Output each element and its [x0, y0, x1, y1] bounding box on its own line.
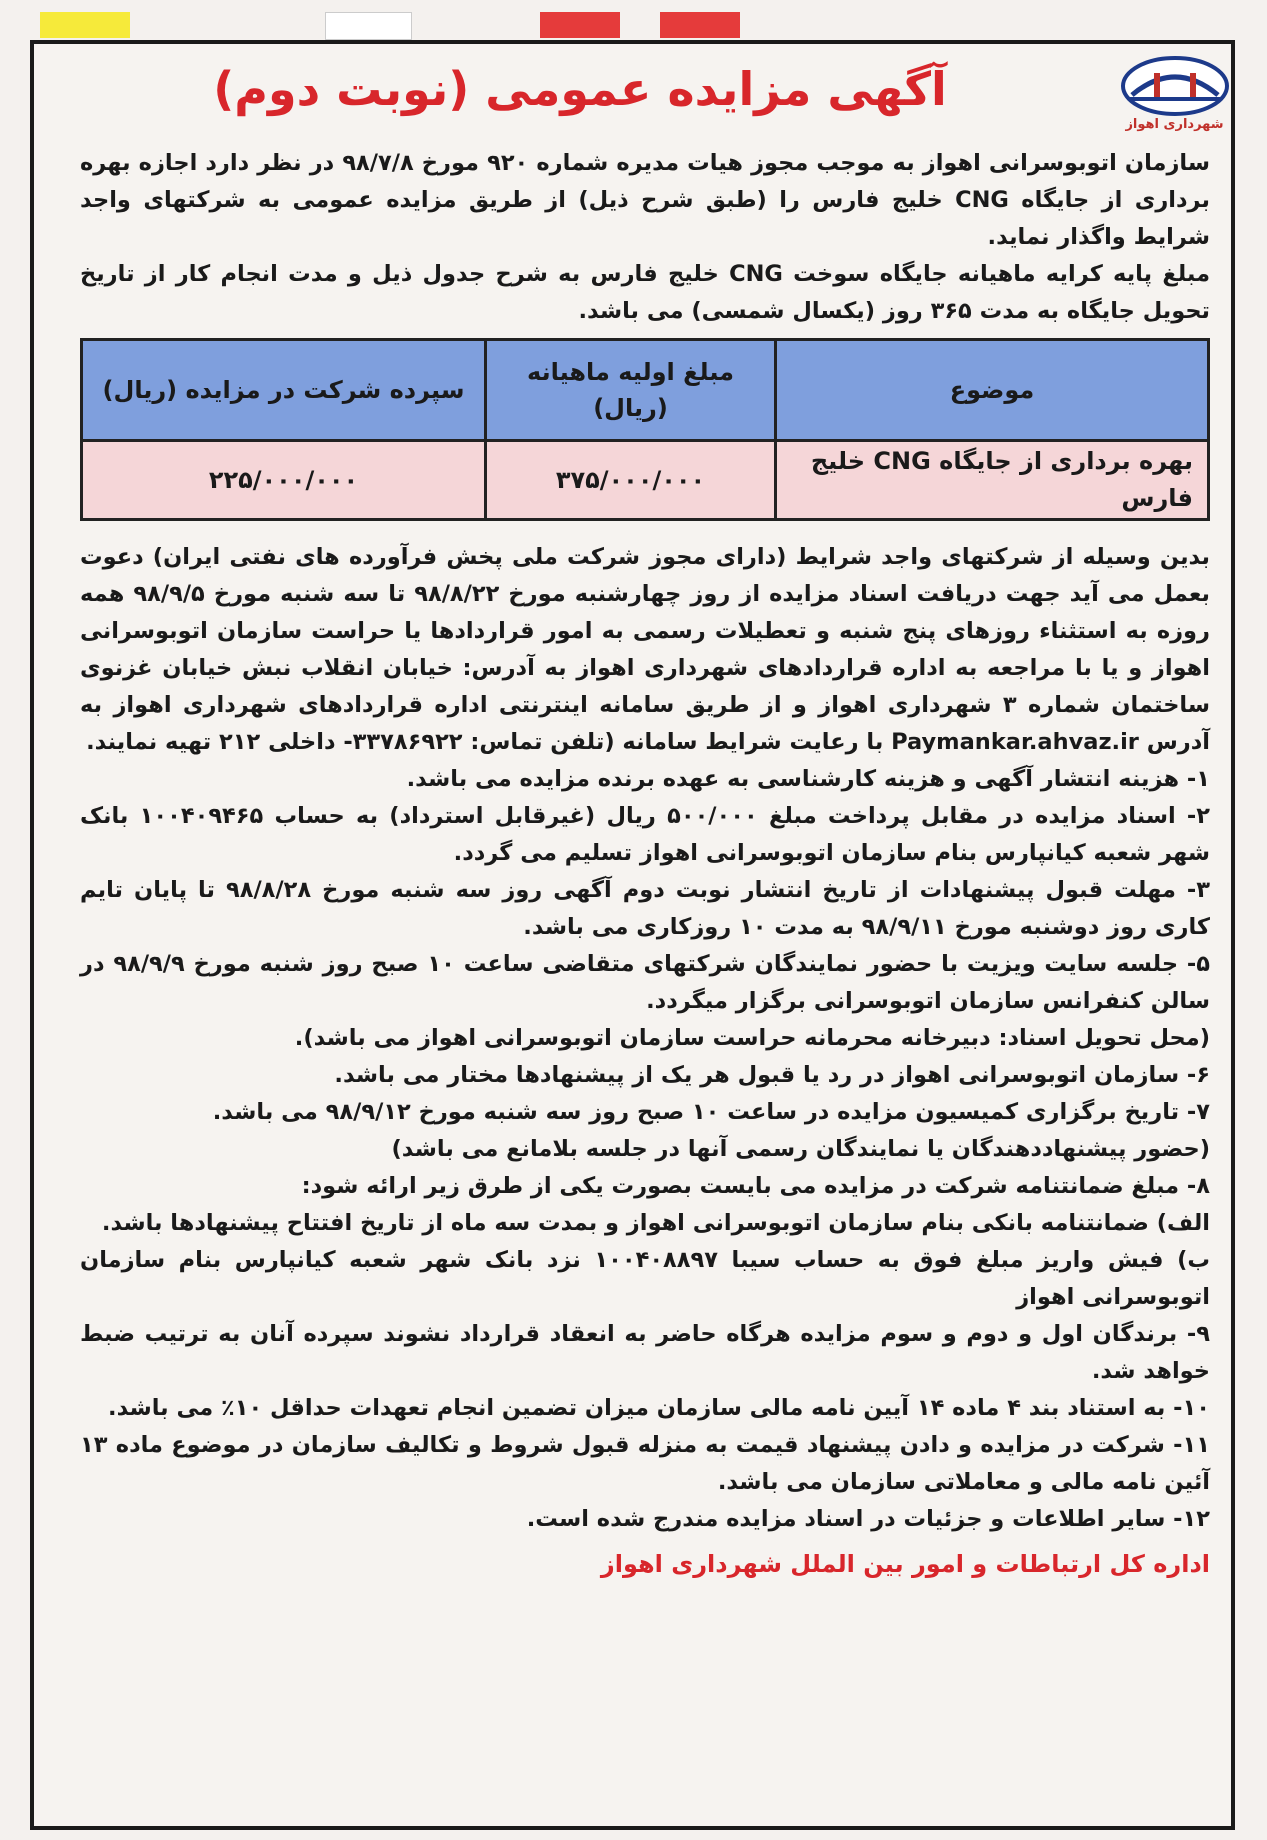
bridge-logo-icon: [1120, 55, 1230, 117]
municipality-logo: [1117, 55, 1232, 140]
intro-paragraph: سازمان اتوبوسرانی اهواز به موجب مجوز هیات مدیره شماره ۹۲۰ مورخ ۹۸/۷/۸ در نظر دارد اجازه بهره برداری از جایگاه CNG خلیج فارس را (طبق شرح ذیل) از طریق مزایده عمومی به شرکتهای واجد شرایط واگذار نماید.: [80, 150, 1210, 250]
clause-item: ۱۱- شرکت در مزایده و دادن پیشنهاد قیمت به منزله قبول شروط و تکالیف سازمان در موضوع ماده ۱۳ آئین نامه مالی و معاملاتی سازمان می باشد.: [80, 1432, 1210, 1495]
clause-item: ۲- اسناد مزایده در مقابل پرداخت مبلغ ۵۰۰/۰۰۰ ریال (غیرقابل استرداد) به حساب ۱۰۰۴۰۹۴۶۵ بانک شهر شعبه کیانپارس بنام سازمان اتوبوسرانی اهواز تسلیم می گردد.: [80, 803, 1211, 866]
table-header-subject: موضوع: [776, 340, 1209, 441]
clause-item: ۵- جلسه سایت ویزیت با حضور نمایندگان شرکتهای متقاضی ساعت ۱۰ صبح روز شنبه مورخ ۹۸/۹/۹ در سالن کنفرانس سازمان اتوبوسرانی برگزار میگردد.: [80, 951, 1210, 1014]
table-cell-monthly-amount: ۳۷۵/۰۰۰/۰۰۰: [486, 441, 776, 520]
table-row: [82, 441, 1209, 520]
logo-caption: شهرداری اهواز: [1125, 117, 1224, 132]
table-header-row: [82, 340, 1209, 441]
clause-item: ۱۲- سایر اطلاعات و جزئیات در اسناد مزایده مندرج شده است.: [526, 1506, 1210, 1532]
color-strip-red: [540, 12, 620, 38]
intro-paragraph: مبلغ پایه کرایه ماهیانه جایگاه سوخت CNG خلیج فارس به شرح جدول ذیل و مدت انجام کار از تاریخ تحویل جایگاه به مدت ۳۶۵ روز (یکسال شمسی) می باشد.: [80, 261, 1210, 324]
table-cell-subject: بهره برداری از جایگاه CNG خلیج فارس: [776, 441, 1209, 520]
clause-item: ۱۰- به استناد بند ۴ ماده ۱۴ آیین نامه مالی سازمان میزان تضمین انجام تعهدات حداقل ۱۰٪ می باشد.: [108, 1395, 1210, 1421]
color-strip-yellow: [40, 12, 130, 38]
clause-item: ۷- تاریخ برگزاری کمیسیون مزایده در ساعت ۱۰ صبح روز سه شنبه مورخ ۹۸/۹/۱۲ می باشد.: [212, 1099, 1210, 1125]
auction-table: [80, 338, 1210, 521]
invitation-paragraph: بدین وسیله از شرکتهای واجد شرایط (دارای مجوز شرکت ملی پخش فرآورده های نفتی ایران) دعوت بعمل می آید جهت دریافت اسناد مزایده از روز چهارشنبه مورخ ۹۸/۸/۲۲ تا سه شنبه مورخ ۹۸/۹/۵ همه روزه به استثناء روزهای پنج شنبه و تعطیلات رسمی به امور قراردادها یا حراست سازمان اتوبوسرانی اهواز و یا با مراجعه به اداره قراردادهای شهرداری اهواز به آدرس: خیابان انقلاب نبش خیابان غزنوی ساختمان شماره ۳ شهرداری اهواز و از طریق سامانه اینترنتی اداره قراردادهای شهرداری اهواز به آدرس Paymankar.ahvaz.ir با رعایت شرایط سامانه (تلفن تماس: ۳۳۷۸۶۹۲۲- داخلی ۲۱۲ تهیه نمایند.: [80, 544, 1211, 755]
table-cell-deposit: ۲۲۵/۰۰۰/۰۰۰: [82, 441, 486, 520]
clause-subitem: الف) ضمانتنامه بانکی بنام سازمان اتوبوسرانی اهواز و بمدت سه ماه از تاریخ افتتاح پیشنهادها باشد.: [101, 1210, 1210, 1236]
signature: اداره کل ارتباطات و امور بین الملل شهرداری اهواز: [600, 1550, 1210, 1578]
notice-content: [80, 145, 1210, 1583]
color-strip-red: [660, 12, 740, 38]
clause-note: (حضور پیشنهاددهندگان یا نمایندگان رسمی آنها در جلسه بلامانع می باشد): [391, 1136, 1210, 1162]
clause-item: ۶- سازمان اتوبوسرانی اهواز در رد یا قبول هر یک از پیشنهادها مختار می باشد.: [334, 1062, 1210, 1088]
table-header-deposit: سپرده شرکت در مزایده (ریال): [82, 340, 486, 441]
clause-item: ۱- هزینه انتشار آگهی و هزینه کارشناسی به عهده برنده مزایده می باشد.: [406, 766, 1210, 792]
clause-item: ۸- مبلغ ضمانتنامه شرکت در مزایده می بایست بصورت یکی از طرق زیر ارائه شود:: [301, 1173, 1210, 1199]
clause-item: ۳- مهلت قبول پیشنهادات از تاریخ انتشار نوبت دوم آگهی روز سه شنبه مورخ ۹۸/۸/۲۸ تا پایان تایم کاری روز دوشنبه مورخ ۹۸/۹/۱۱ به مدت ۱۰ روزکاری می باشد.: [80, 877, 1210, 940]
color-strip-white: [325, 12, 412, 40]
clause-item: ۹- برندگان اول و دوم و سوم مزایده هرگاه حاضر به انعقاد قرارداد نشوند سپرده آنان به ترتیب ضبط خواهد شد.: [80, 1321, 1210, 1384]
clause-note: (محل تحویل اسناد: دبیرخانه محرمانه حراست سازمان اتوبوسرانی اهواز می باشد).: [294, 1025, 1210, 1051]
page-title: آگهی مزایده عمومی (نوبت دوم): [213, 62, 947, 116]
table-header-monthly-amount: مبلغ اولیه ماهیانه (ریال): [486, 340, 776, 441]
clause-subitem: ب) فیش واریز مبلغ فوق به حساب سیبا ۱۰۰۴۰۸۸۹۷ نزد بانک شهر شعبه کیانپارس بنام سازمان اتوبوسرانی اهواز: [80, 1247, 1210, 1310]
